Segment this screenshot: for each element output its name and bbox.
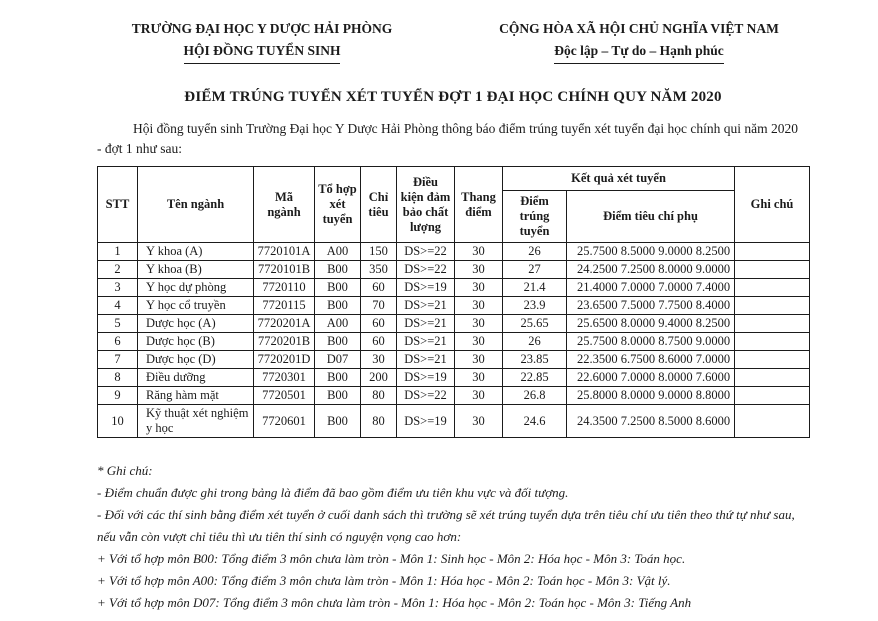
cell-thang-diem: 30 [455, 405, 503, 438]
cell-diem-tieu-chi-phu: 24.3500 7.2500 8.5000 8.6000 [567, 405, 735, 438]
table-header [98, 167, 810, 243]
cell-ten-nganh: Điều dưỡng [138, 369, 254, 387]
cell-diem-trung-tuyen: 21.4 [503, 279, 567, 297]
cell-stt: 8 [98, 369, 138, 387]
table-row [98, 405, 810, 438]
col-header-thang-diem: Thang điểm [455, 167, 503, 243]
cell-diem-tieu-chi-phu: 25.6500 8.0000 9.4000 8.2500 [567, 315, 735, 333]
table-row [98, 261, 810, 279]
cell-ma-nganh: 7720301 [254, 369, 315, 387]
cell-ten-nganh: Y khoa (A) [138, 243, 254, 261]
cell-diem-trung-tuyen: 22.85 [503, 369, 567, 387]
col-header-dieu-kien: Điều kiện đảm bảo chất lượng [397, 167, 455, 243]
cell-to-hop: D07 [315, 351, 361, 369]
cell-chi-tieu: 80 [361, 387, 397, 405]
cell-ten-nganh: Kỹ thuật xét nghiệm y học [138, 405, 254, 438]
admission-scores-table [97, 166, 810, 438]
cell-to-hop: B00 [315, 405, 361, 438]
cell-thang-diem: 30 [455, 387, 503, 405]
cell-diem-tieu-chi-phu: 25.7500 8.5000 9.0000 8.2500 [567, 243, 735, 261]
cell-dieu-kien: DS>=21 [397, 351, 455, 369]
cell-stt: 4 [98, 297, 138, 315]
cell-ma-nganh: 7720201D [254, 351, 315, 369]
intro-line-1: Hội đồng tuyển sinh Trường Đại học Y Dược Hải Phòng thông báo điểm trúng tuyển xét tuyển đại học chính qui năm 2020 [133, 121, 798, 136]
cell-thang-diem: 30 [455, 369, 503, 387]
cell-ghi-chu [735, 387, 810, 405]
col-header-diem-tieu-chi-phu: Điểm tiêu chí phụ [567, 191, 735, 243]
table-row [98, 315, 810, 333]
col-header-diem-trung-tuyen: Điểm trúng tuyển [503, 191, 567, 243]
cell-ma-nganh: 7720101A [254, 243, 315, 261]
cell-dieu-kien: DS>=19 [397, 369, 455, 387]
table-row [98, 333, 810, 351]
cell-ma-nganh: 7720201A [254, 315, 315, 333]
cell-stt: 10 [98, 405, 138, 438]
cell-dieu-kien: DS>=22 [397, 387, 455, 405]
cell-dieu-kien: DS>=22 [397, 261, 455, 279]
intro-line-2: - đợt 1 như sau: [97, 141, 182, 156]
cell-ma-nganh: 7720601 [254, 405, 315, 438]
cell-thang-diem: 30 [455, 243, 503, 261]
cell-diem-tieu-chi-phu: 21.4000 7.0000 7.0000 7.4000 [567, 279, 735, 297]
cell-diem-trung-tuyen: 23.85 [503, 351, 567, 369]
cell-diem-tieu-chi-phu: 23.6500 7.5000 7.7500 8.4000 [567, 297, 735, 315]
note-line: - Điểm chuẩn được ghi trong bảng là điểm đã bao gồm điểm ưu tiên khu vực và đối tượng. [97, 485, 569, 500]
cell-chi-tieu: 30 [361, 351, 397, 369]
cell-to-hop: B00 [315, 387, 361, 405]
cell-chi-tieu: 60 [361, 333, 397, 351]
cell-ma-nganh: 7720101B [254, 261, 315, 279]
cell-ten-nganh: Y học dự phòng [138, 279, 254, 297]
cell-diem-tieu-chi-phu: 25.8000 8.0000 9.0000 8.8000 [567, 387, 735, 405]
document-content [97, 18, 809, 614]
col-header-stt: STT [98, 167, 138, 243]
col-header-ghi-chu: Ghi chú [735, 167, 810, 243]
note-line: + Với tổ hợp môn D07: Tổng điểm 3 môn chưa làm tròn - Môn 1: Hóa học - Môn 2: Toán học - Môn 3: Tiếng Anh [97, 595, 692, 610]
cell-ghi-chu [735, 315, 810, 333]
cell-dieu-kien: DS>=21 [397, 297, 455, 315]
cell-ghi-chu [735, 279, 810, 297]
cell-chi-tieu: 150 [361, 243, 397, 261]
cell-chi-tieu: 60 [361, 279, 397, 297]
cell-diem-trung-tuyen: 24.6 [503, 405, 567, 438]
cell-to-hop: A00 [315, 315, 361, 333]
note-line: + Với tổ hợp môn B00: Tổng điểm 3 môn chưa làm tròn - Môn 1: Sinh học - Môn 2: Hóa học - Môn 3: Toán học. [97, 551, 686, 566]
cell-ten-nganh: Dược học (A) [138, 315, 254, 333]
page-title: ĐIỂM TRÚNG TUYỂN XÉT TUYỂN ĐỢT 1 ĐẠI HỌC CHÍNH QUY NĂM 2020 [184, 89, 722, 105]
cell-diem-trung-tuyen: 27 [503, 261, 567, 279]
cell-ghi-chu [735, 333, 810, 351]
table-row [98, 243, 810, 261]
cell-ten-nganh: Răng hàm mặt [138, 387, 254, 405]
cell-ghi-chu [735, 351, 810, 369]
table-row [98, 369, 810, 387]
republic-motto-line1: CỘNG HÒA XÃ HỘI CHỦ NGHĨA VIỆT NAM [499, 21, 779, 36]
cell-ghi-chu [735, 243, 810, 261]
issuer-council: HỘI ĐỒNG TUYỂN SINH [97, 40, 427, 64]
cell-to-hop: B00 [315, 297, 361, 315]
notes [97, 460, 809, 614]
cell-chi-tieu: 60 [361, 315, 397, 333]
table-row [98, 387, 810, 405]
cell-ma-nganh: 7720115 [254, 297, 315, 315]
cell-diem-trung-tuyen: 23.9 [503, 297, 567, 315]
cell-to-hop: B00 [315, 333, 361, 351]
note-line: + Với tổ hợp môn A00: Tổng điểm 3 môn chưa làm tròn - Môn 1: Hóa học - Môn 2: Toán học - Môn 3: Vật lý. [97, 573, 671, 588]
cell-dieu-kien: DS>=21 [397, 315, 455, 333]
table-row [98, 351, 810, 369]
cell-diem-tieu-chi-phu: 22.6000 7.0000 8.0000 7.6000 [567, 369, 735, 387]
cell-ghi-chu [735, 405, 810, 438]
cell-stt: 1 [98, 243, 138, 261]
cell-thang-diem: 30 [455, 315, 503, 333]
cell-stt: 7 [98, 351, 138, 369]
cell-diem-trung-tuyen: 25.65 [503, 315, 567, 333]
cell-diem-tieu-chi-phu: 25.7500 8.0000 8.7500 9.0000 [567, 333, 735, 351]
cell-ghi-chu [735, 369, 810, 387]
national-header [97, 18, 809, 64]
cell-diem-tieu-chi-phu: 24.2500 7.2500 8.0000 9.0000 [567, 261, 735, 279]
cell-chi-tieu: 200 [361, 369, 397, 387]
col-header-to-hop: Tổ hợp xét tuyển [315, 167, 361, 243]
republic-motto-line2: Độc lập – Tự do – Hạnh phúc [469, 40, 809, 64]
col-header-ten-nganh: Tên ngành [138, 167, 254, 243]
cell-chi-tieu: 80 [361, 405, 397, 438]
cell-thang-diem: 30 [455, 261, 503, 279]
col-header-chi-tieu: Chỉ tiêu [361, 167, 397, 243]
cell-diem-trung-tuyen: 26 [503, 243, 567, 261]
cell-chi-tieu: 350 [361, 261, 397, 279]
cell-chi-tieu: 70 [361, 297, 397, 315]
cell-dieu-kien: DS>=19 [397, 279, 455, 297]
cell-stt: 6 [98, 333, 138, 351]
republic-block [469, 18, 809, 64]
table-row [98, 279, 810, 297]
cell-ten-nganh: Y khoa (B) [138, 261, 254, 279]
cell-ten-nganh: Y học cổ truyền [138, 297, 254, 315]
cell-ghi-chu [735, 297, 810, 315]
cell-ten-nganh: Dược học (B) [138, 333, 254, 351]
cell-to-hop: B00 [315, 369, 361, 387]
cell-to-hop: A00 [315, 243, 361, 261]
cell-dieu-kien: DS>=19 [397, 405, 455, 438]
cell-stt: 5 [98, 315, 138, 333]
cell-to-hop: B00 [315, 279, 361, 297]
cell-dieu-kien: DS>=21 [397, 333, 455, 351]
cell-thang-diem: 30 [455, 351, 503, 369]
cell-ghi-chu [735, 261, 810, 279]
cell-diem-trung-tuyen: 26.8 [503, 387, 567, 405]
cell-ten-nganh: Dược học (D) [138, 351, 254, 369]
table-body [98, 243, 810, 438]
cell-ma-nganh: 7720201B [254, 333, 315, 351]
issuer-university: TRƯỜNG ĐẠI HỌC Y DƯỢC HẢI PHÒNG [131, 21, 393, 36]
cell-diem-trung-tuyen: 26 [503, 333, 567, 351]
cell-stt: 2 [98, 261, 138, 279]
cell-dieu-kien: DS>=22 [397, 243, 455, 261]
intro-paragraph [97, 119, 809, 159]
note-line: * Ghi chú: [97, 463, 153, 478]
table-row [98, 297, 810, 315]
cell-ma-nganh: 7720110 [254, 279, 315, 297]
col-header-ket-qua: Kết quả xét tuyển [503, 167, 735, 191]
col-header-ma-nganh: Mã ngành [254, 167, 315, 243]
cell-to-hop: B00 [315, 261, 361, 279]
cell-thang-diem: 30 [455, 333, 503, 351]
cell-ma-nganh: 7720501 [254, 387, 315, 405]
cell-thang-diem: 30 [455, 279, 503, 297]
note-line: - Đối với các thí sinh bằng điểm xét tuyển ở cuối danh sách thì trường sẽ xét trúng tuyển dựa trên tiêu chí ưu tiên theo thứ tự như sau, nếu vẫn còn vượt chỉ tiêu thì ưu tiên thí sinh có nguyện vọng cao hơn: [97, 507, 795, 544]
cell-thang-diem: 30 [455, 297, 503, 315]
cell-diem-tieu-chi-phu: 22.3500 6.7500 8.6000 7.0000 [567, 351, 735, 369]
cell-stt: 3 [98, 279, 138, 297]
cell-stt: 9 [98, 387, 138, 405]
issuer-block [97, 18, 427, 64]
